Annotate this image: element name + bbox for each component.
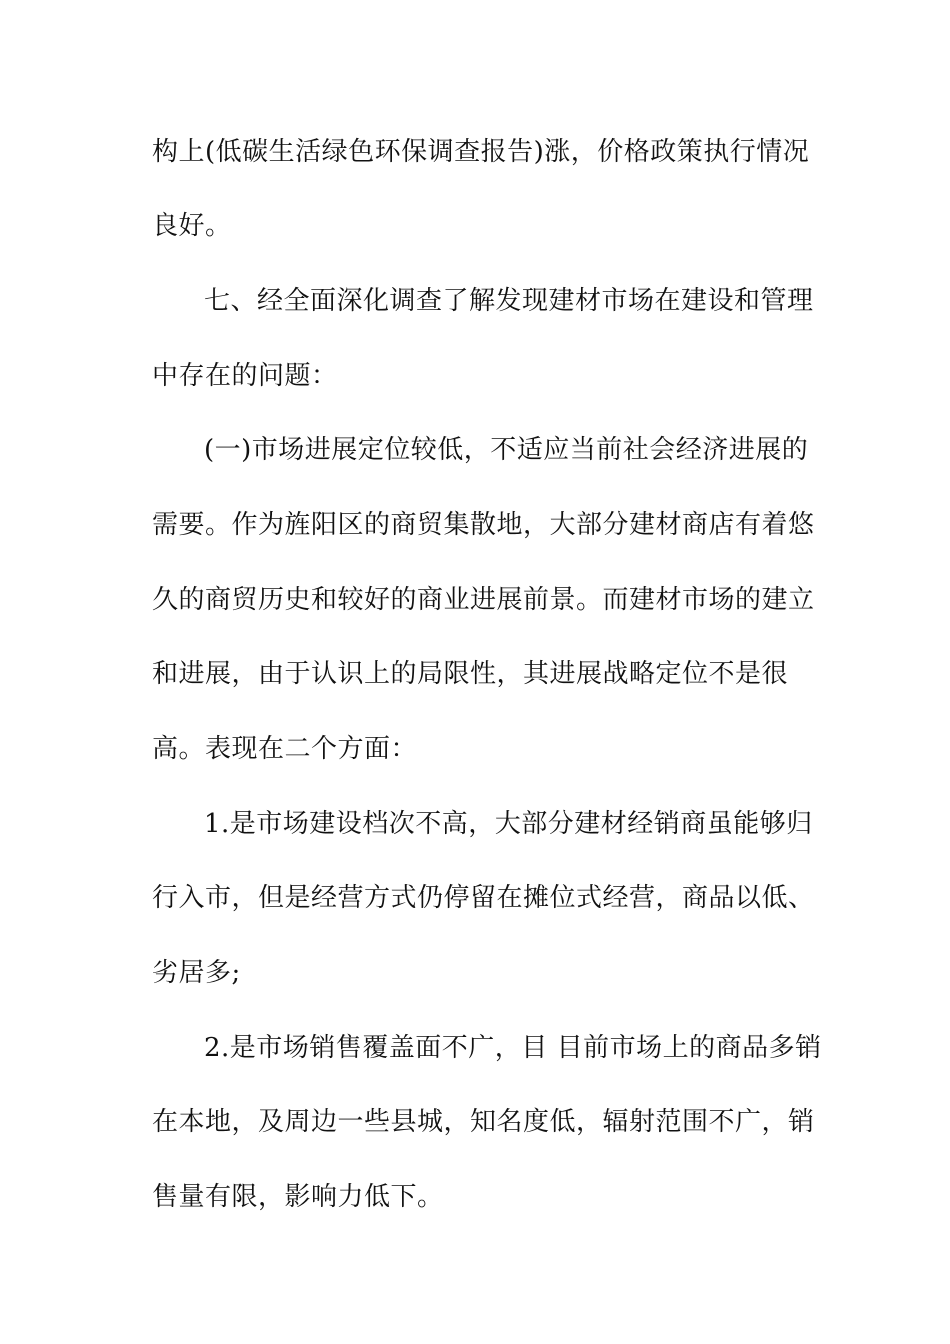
paragraph-heading-7: 七、经全面深化调查了解发现建材市场在建设和管理 — [204, 286, 814, 316]
text-line: 在本地，及周边一些县城，知名度低，辐射范围不广，销 — [152, 1107, 815, 1137]
text-line: 行入市，但是经营方式仍停留在摊位式经营，商品以低、 — [152, 883, 815, 913]
list-item-1: 1.是市场建设档次不高，大部分建材经销商虽能够归 — [204, 809, 813, 839]
text-line: 良好。 — [152, 211, 232, 241]
subheading-1: (一)市场进展定位较低，不适应当前社会经济进展的 — [204, 435, 809, 465]
text-line: 高。表现在二个方面： — [152, 734, 418, 764]
list-item-2: 2.是市场销售覆盖面不广，目 目前市场上的商品多销 — [204, 1033, 822, 1063]
text-line: 构上(低碳生活绿色环保调查报告)涨，价格政策执行情况 — [152, 137, 810, 167]
text-line: 售量有限，影响力低下。 — [152, 1182, 444, 1212]
text-line: 劣居多; — [152, 958, 241, 988]
text-line: 和进展，由于认识上的局限性，其进展战略定位不是很 — [152, 659, 789, 689]
text-line: 中存在的问题： — [152, 361, 338, 391]
text-line: 需要。作为旌阳区的商贸集散地，大部分建材商店有着悠 — [152, 510, 815, 540]
text-line: 久的商贸历史和较好的商业进展前景。而建材市场的建立 — [152, 585, 815, 615]
